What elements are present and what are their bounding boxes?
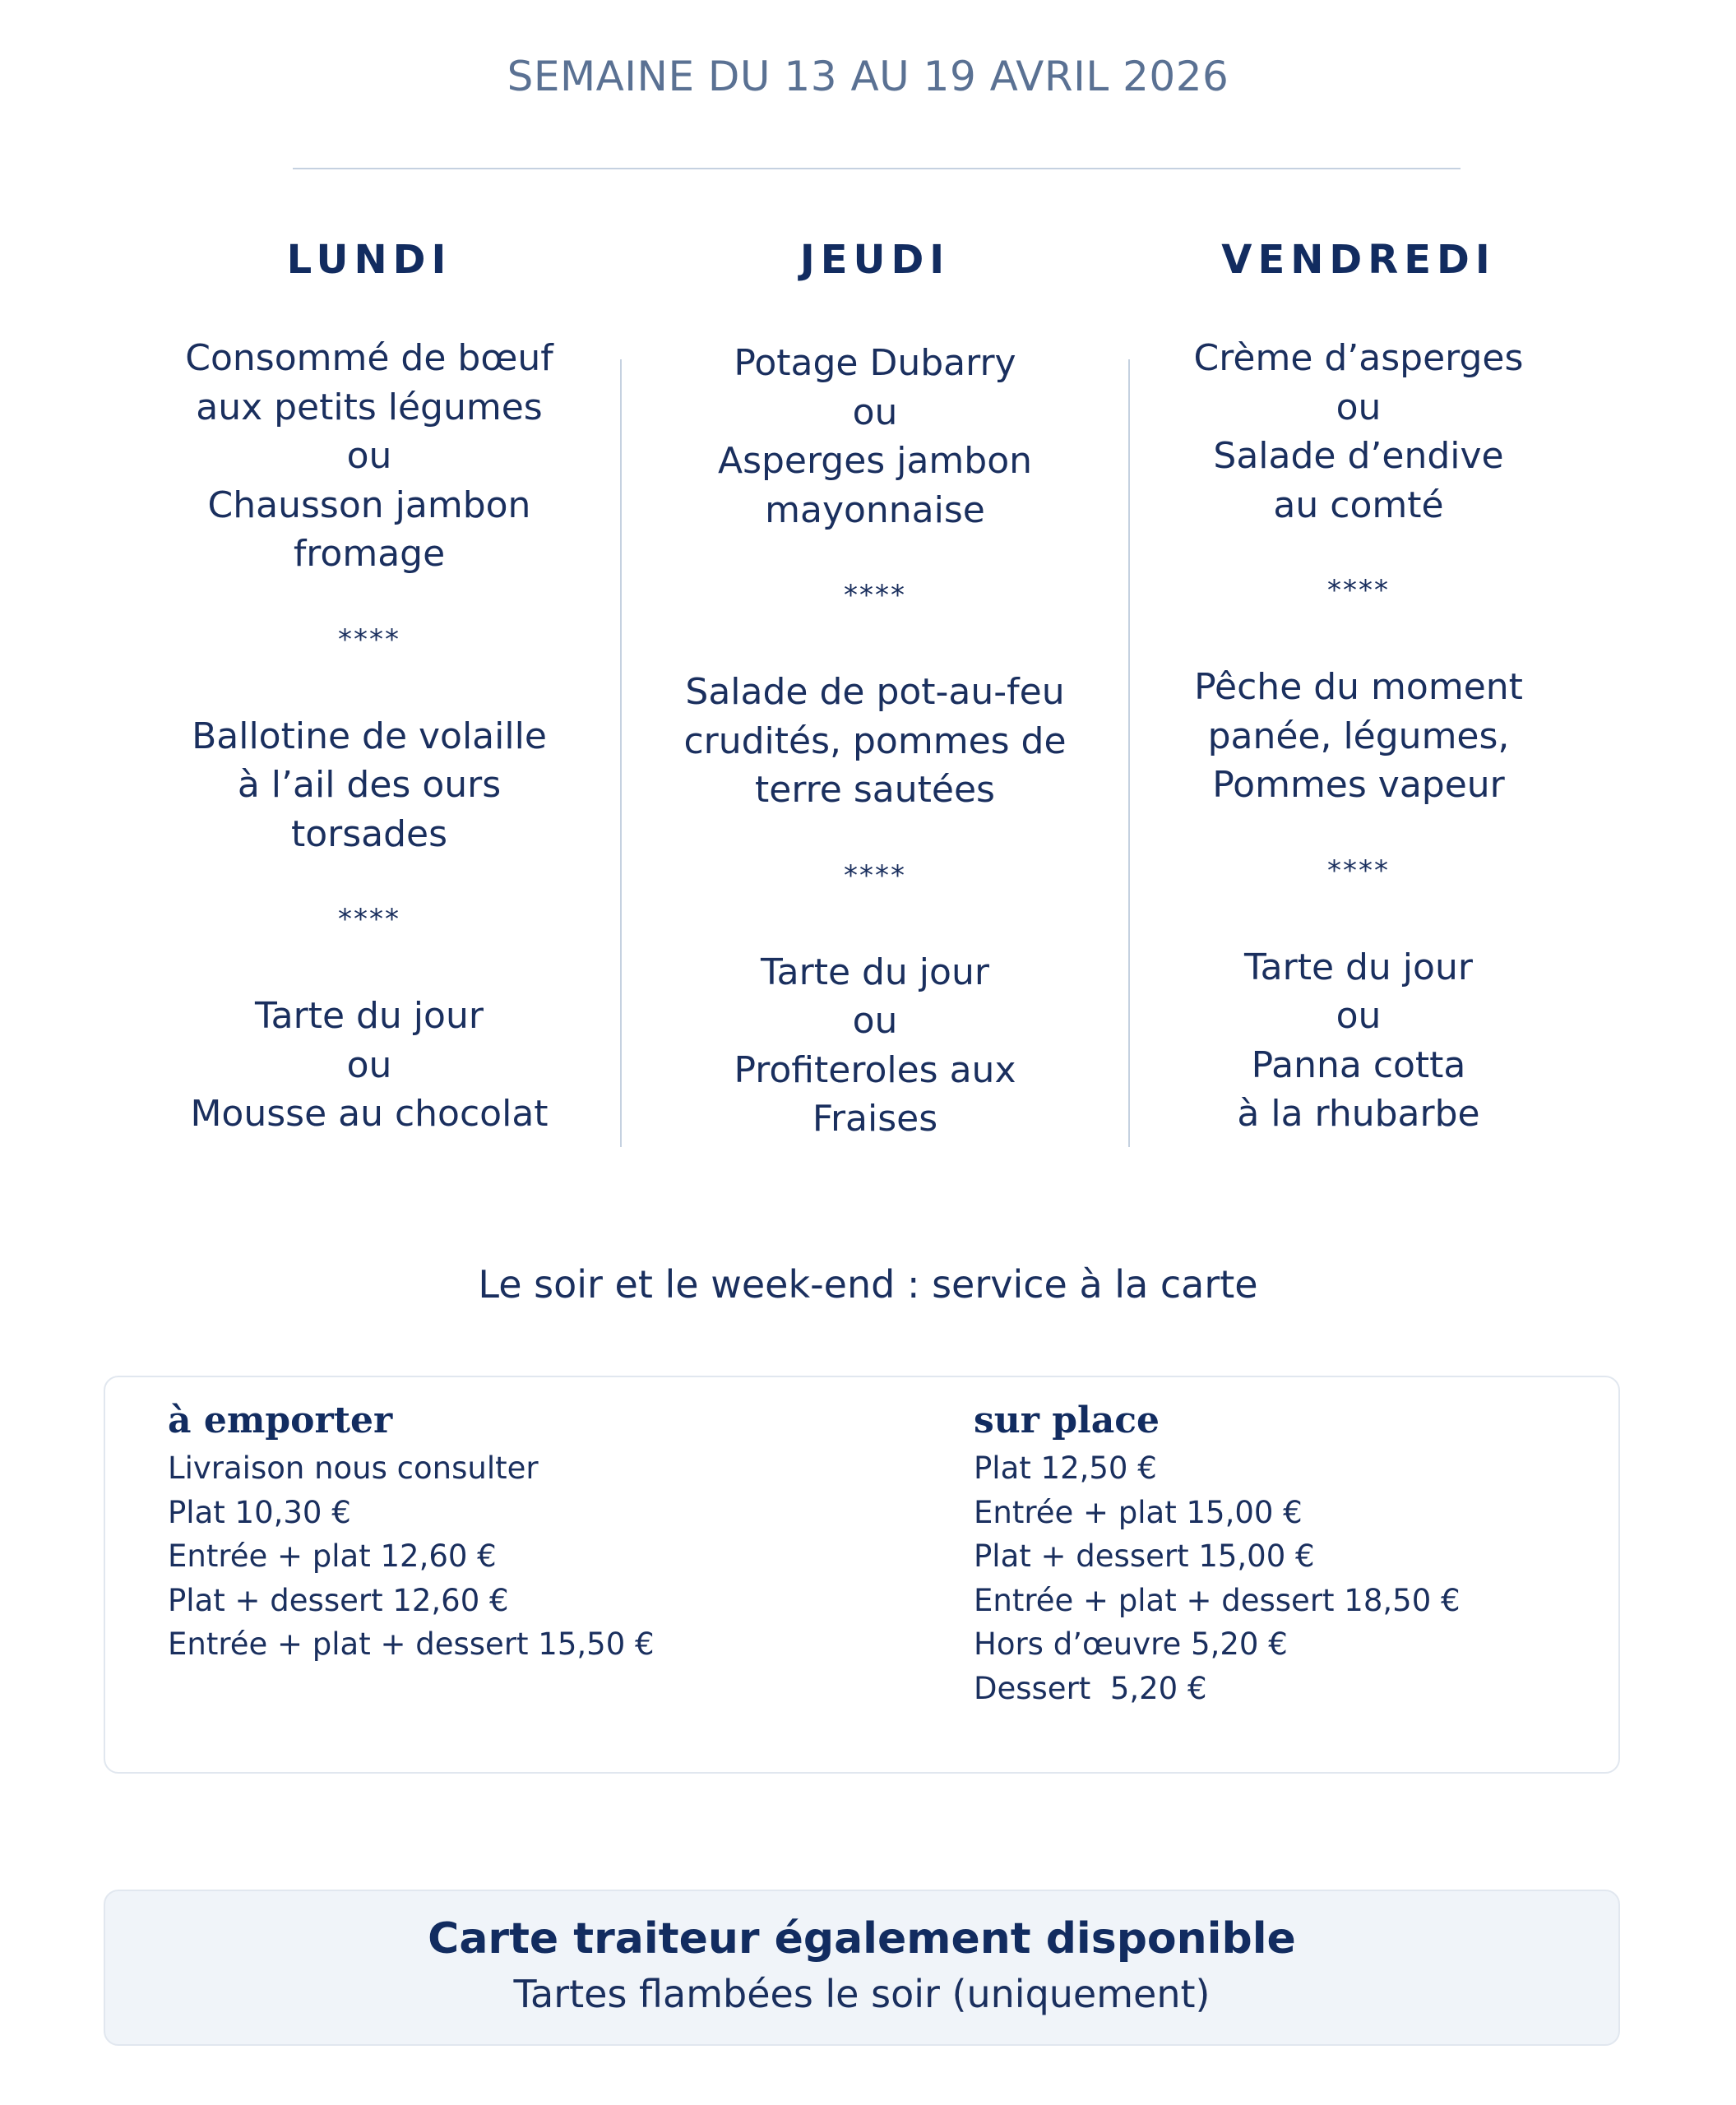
- price-line: Plat 10,30 €: [168, 1494, 351, 1530]
- menu-line: Ballotine de volaille: [192, 715, 547, 757]
- menu-line: ou: [852, 391, 898, 433]
- dessert-options: [139, 992, 599, 1139]
- day-column-lundi: [139, 227, 599, 1139]
- menu-line: Mousse au chocolat: [190, 1093, 549, 1135]
- menu-line: à l’ail des ours: [237, 764, 502, 806]
- day-column-vendredi: [1128, 227, 1589, 1139]
- course-separator: ****: [844, 858, 906, 892]
- menu-line: ou: [1336, 386, 1382, 428]
- menu-line: panée, légumes,: [1207, 715, 1510, 757]
- emporter-prices: [168, 1395, 655, 1667]
- day-title: LUNDI: [286, 237, 452, 283]
- course-separator: ****: [338, 903, 400, 936]
- menu-line: Crème d’asperges: [1193, 337, 1524, 379]
- menu-line: terre sautées: [755, 769, 995, 811]
- price-line: Entrée + plat + dessert 18,50 €: [974, 1582, 1461, 1618]
- traiteur-title: Carte traiteur également disponible: [428, 1914, 1296, 1964]
- sur-place-heading: sur place: [974, 1399, 1160, 1441]
- emporter-heading: à emporter: [168, 1399, 393, 1441]
- menu-line: Tarte du jour: [761, 951, 989, 993]
- price-line: Hors d’œuvre 5,20 €: [974, 1626, 1288, 1663]
- pricing-panel: [104, 1376, 1620, 1774]
- menu-line: Consommé de bœuf: [185, 337, 553, 379]
- menu-line: crudités, pommes de: [683, 719, 1067, 762]
- menu-line: Potage Dubarry: [734, 342, 1016, 384]
- week-title: SEMAINE DU 13 AU 19 AVRIL 2026: [507, 53, 1229, 100]
- entree-options: [645, 339, 1105, 534]
- price-line: Dessert 5,20 €: [974, 1670, 1207, 1706]
- menu-line: ou: [852, 1000, 898, 1042]
- menu-line: torsades: [290, 812, 448, 855]
- carte-service-note: Le soir et le week-end : service à la carte: [478, 1262, 1258, 1307]
- menu-line: Fraises: [812, 1098, 938, 1140]
- menu-line: à la rhubarbe: [1237, 1093, 1480, 1135]
- menu-line: Pêche du moment: [1194, 666, 1523, 708]
- menu-line: Tarte du jour: [1244, 946, 1473, 988]
- price-line: Plat + dessert 15,00 €: [974, 1538, 1315, 1575]
- menu-line: Pommes vapeur: [1212, 764, 1505, 806]
- price-line: Plat + dessert 12,60 €: [168, 1582, 509, 1618]
- menu-line: fromage: [293, 533, 446, 575]
- day-title: JEUDI: [799, 237, 951, 283]
- price-line: Livraison nous consulter: [168, 1450, 539, 1486]
- header-divider: [293, 168, 1461, 169]
- course-separator: ****: [1327, 854, 1390, 887]
- price-line: Entrée + plat 12,60 €: [168, 1538, 497, 1575]
- column-divider: [620, 359, 622, 1147]
- menu-line: ou: [346, 1043, 392, 1086]
- dessert-options: [1128, 943, 1589, 1139]
- day-column-jeudi: [645, 227, 1105, 1144]
- course-separator: ****: [338, 622, 400, 656]
- menu-line: Salade de pot-au-feu: [685, 671, 1065, 713]
- plat-options: [645, 668, 1105, 815]
- menu-line: aux petits légumes: [196, 386, 543, 428]
- traiteur-subtitle: Tartes flambées le soir (uniquement): [513, 1972, 1211, 2016]
- menu-line: Asperges jambon: [717, 440, 1033, 482]
- course-separator: ****: [844, 579, 906, 612]
- plat-options: [1128, 663, 1589, 810]
- traiteur-banner: [104, 1890, 1620, 2046]
- dessert-options: [645, 948, 1105, 1144]
- menu-line: ou: [346, 435, 392, 477]
- menu-line: au comté: [1273, 483, 1444, 526]
- entree-options: [1128, 334, 1589, 530]
- price-line: Plat 12,50 €: [974, 1450, 1157, 1486]
- plat-options: [139, 712, 599, 859]
- course-separator: ****: [1327, 574, 1390, 607]
- sur-place-prices: [974, 1395, 1461, 1711]
- price-line: Entrée + plat + dessert 15,50 €: [168, 1626, 655, 1663]
- price-line: Entrée + plat 15,00 €: [974, 1494, 1303, 1530]
- menu-line: Panna cotta: [1251, 1043, 1466, 1086]
- menu-line: Tarte du jour: [255, 995, 484, 1037]
- menu-line: mayonnaise: [765, 488, 985, 531]
- day-title: VENDREDI: [1221, 237, 1496, 283]
- entree-options: [139, 334, 599, 579]
- menu-line: ou: [1336, 995, 1382, 1037]
- menu-line: Chausson jambon: [207, 483, 531, 526]
- menu-line: Profiteroles aux: [734, 1048, 1016, 1091]
- menu-line: Salade d’endive: [1213, 435, 1504, 477]
